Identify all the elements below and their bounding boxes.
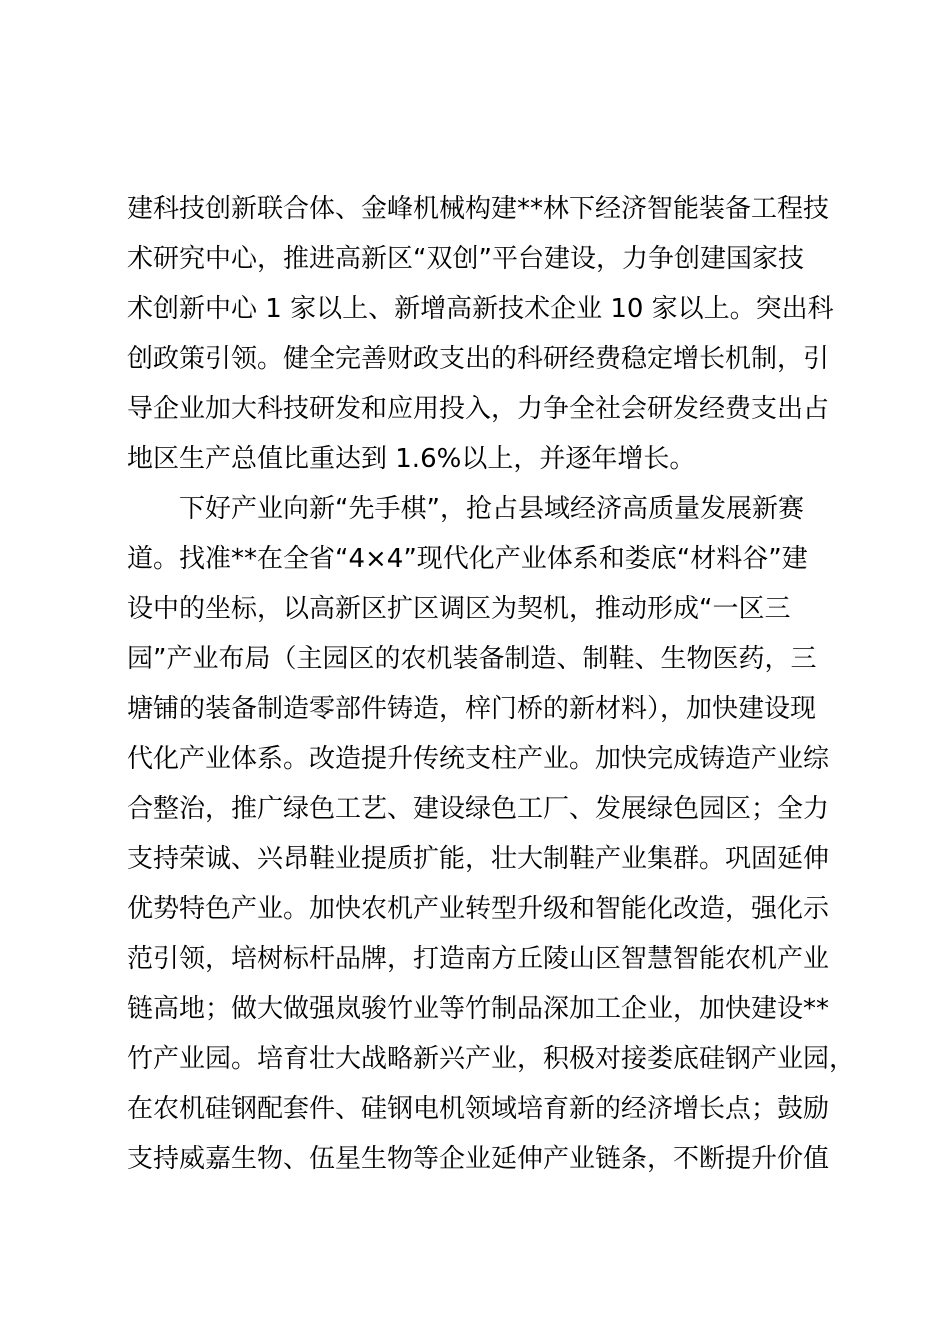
text-line: 范引领，培树标杆品牌，打造南方丘陵山区智慧智能农机产业 [127, 944, 830, 974]
text-line: 支持威嘉生物、伍星生物等企业延伸产业链条，不断提升价值 [127, 1144, 830, 1174]
text-line: 合整治，推广绿色工艺、建设绿色工厂、发展绿色园区；全力 [127, 794, 830, 824]
text-line: 道。找准**在全省“4×4”现代化产业体系和娄底“材料谷”建 [127, 544, 808, 574]
text-line: 在农机硅钢配套件、硅钢电机领域培育新的经济增长点；鼓励 [127, 1094, 830, 1124]
text-line: 创政策引领。健全完善财政支出的科研经费稳定增长机制，引 [127, 344, 830, 374]
body-text [127, 184, 856, 1184]
text-line: 竹产业园。培育壮大战略新兴产业，积极对接娄底硅钢产业园， [127, 1044, 856, 1074]
text-line: 导企业加大科技研发和应用投入，力争全社会研发经费支出占 [127, 394, 830, 424]
text-line: 术研究中心，推进高新区“双创”平台建设，力争创建国家技 [127, 244, 804, 274]
text-line: 塘铺的装备制造零部件铸造，梓门桥的新材料），加快建设现 [127, 694, 817, 724]
paragraph-1 [127, 184, 837, 484]
paragraph-2 [127, 484, 856, 1184]
text-line: 地区生产总值比重达到 1.6%以上，并逐年增长。 [127, 444, 696, 474]
text-line: 代化产业体系。改造提升传统支柱产业。加快完成铸造产业综 [127, 744, 830, 774]
text-line: 建科技创新联合体、金峰机械构建**林下经济智能装备工程技 [127, 194, 830, 224]
text-line: 园”产业布局（主园区的农机装备制造、制鞋、生物医药，三 [127, 644, 817, 674]
text-line: 设中的坐标，以高新区扩区调区为契机，推动形成“一区三 [127, 594, 791, 624]
text-line: 下好产业向新“先手棋”，抢占县域经济高质量发展新赛 [179, 494, 804, 524]
text-line: 链高地；做大做强岚骏竹业等竹制品深加工企业，加快建设** [127, 994, 830, 1024]
text-line: 优势特色产业。加快农机产业转型升级和智能化改造，强化示 [127, 894, 830, 924]
text-line: 术创新中心 1 家以上、新增高新技术企业 10 家以上。突出科 [127, 294, 834, 324]
text-line: 支持荣诚、兴昂鞋业提质扩能，壮大制鞋产业集群。巩固延伸 [127, 844, 830, 874]
